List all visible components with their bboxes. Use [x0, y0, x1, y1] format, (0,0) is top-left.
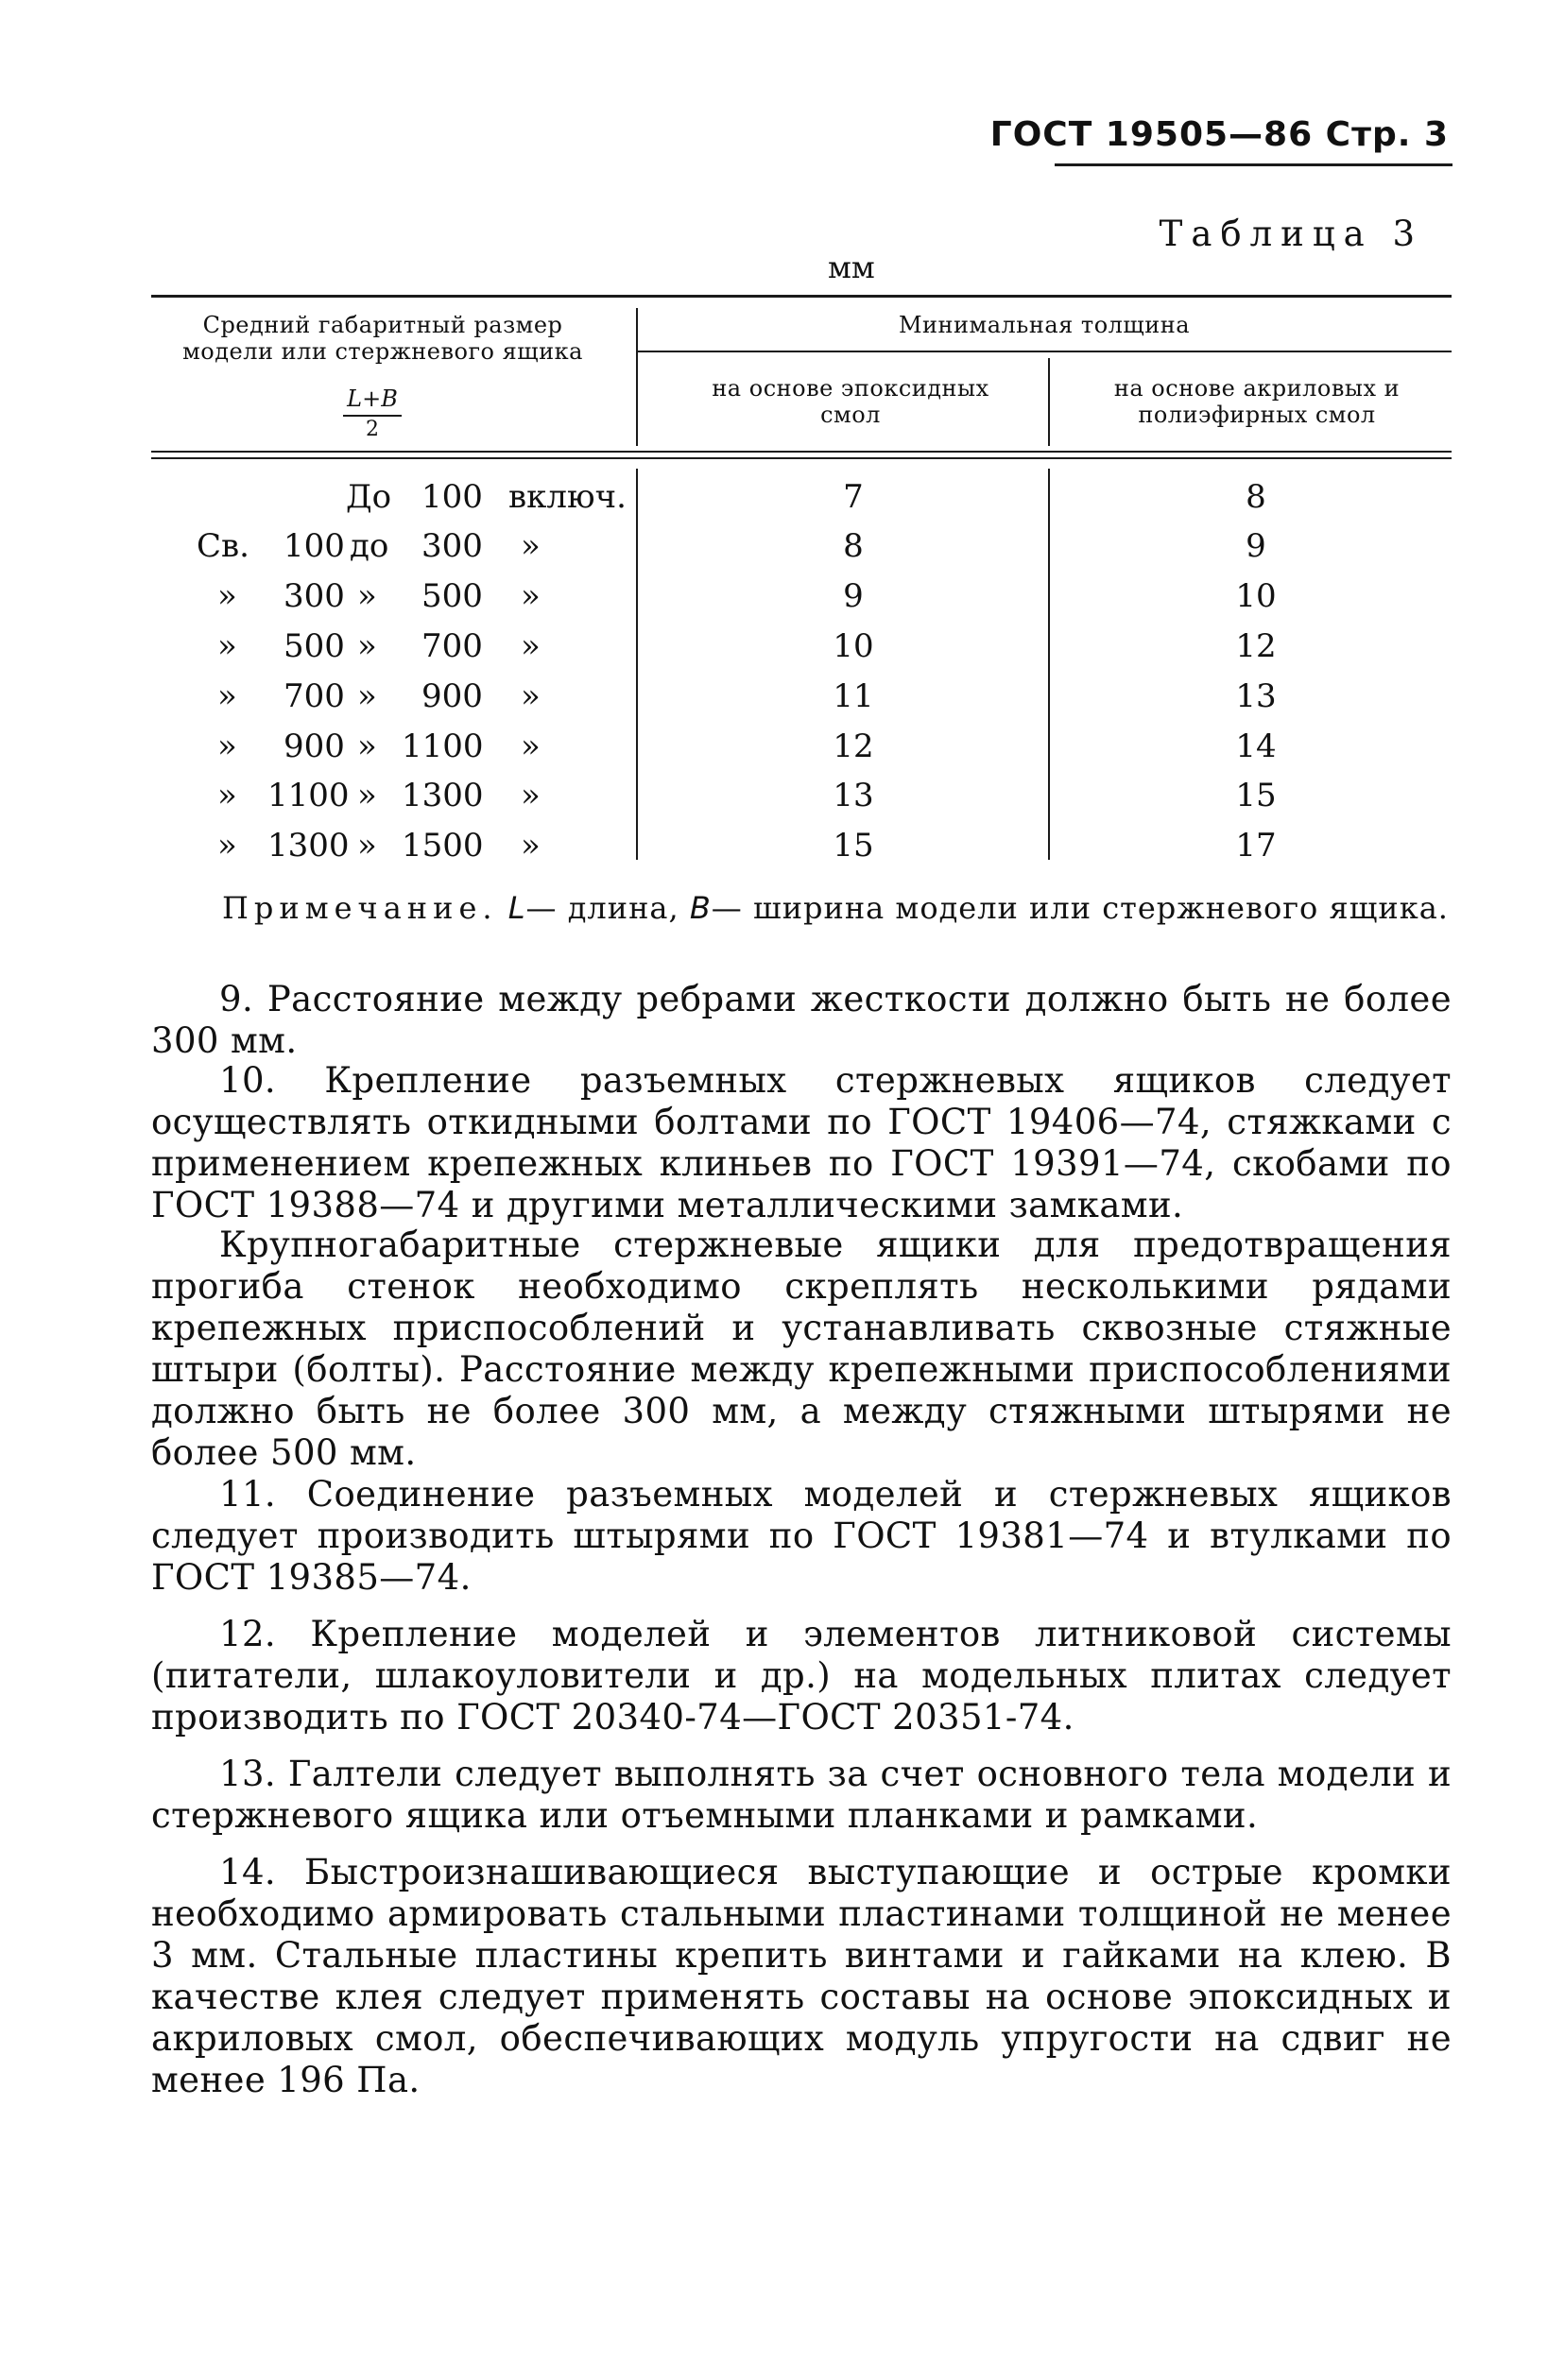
cell-acrylic: 13	[1235, 677, 1277, 715]
row-suffix: »	[521, 677, 541, 715]
row-suffix: »	[521, 827, 541, 865]
row-prefix: »	[217, 728, 237, 765]
row-from: 300	[284, 577, 345, 615]
min-thickness-header: Минимальная толщина	[898, 312, 1190, 338]
table-col-divider-2	[1048, 358, 1050, 446]
row-to: 500	[421, 577, 483, 615]
cell-epoxy: 9	[843, 577, 864, 615]
row-from: До	[346, 478, 392, 516]
row-prefix: »	[217, 627, 237, 665]
row-value: 100	[421, 478, 483, 516]
row-mid: »	[357, 827, 377, 865]
paragraph-12: 12. Крепление моделей и элементов литниковой системы (питатели, шлакоуловители и др.) на модельных плитах следует производить по ГОСТ 20340-74—ГОСТ 20351-74.	[151, 1614, 1452, 1738]
row-to: 300	[421, 527, 483, 565]
cell-acrylic: 14	[1235, 728, 1277, 765]
row-mid: »	[357, 728, 377, 765]
cell-epoxy: 11	[833, 677, 874, 715]
row-to: 700	[421, 627, 483, 665]
table-col-divider-1-body	[636, 469, 638, 860]
row-from: 900	[284, 728, 345, 765]
row-from: 1100	[267, 777, 350, 814]
row-suffix: »	[521, 777, 541, 814]
cell-acrylic: 10	[1235, 577, 1277, 615]
row-to: 900	[421, 677, 483, 715]
group-header-rule	[637, 351, 1452, 352]
paragraph-9: 9. Расстояние между ребрами жесткости должно быть не более 300 мм.	[151, 979, 1452, 1061]
row-from: 100	[284, 527, 345, 565]
paragraph-10-continued: Крупногабаритные стержневые ящики для предотвращения прогиба стенок необходимо скреплять несколькими рядами крепежных приспособлений и устанавливать сквозные стяжные штыри (болты). Расстояние между крепежными приспособлениями должно быть не более 300 мм, а между стяжными штырями не более 500 мм.	[151, 1224, 1452, 1473]
row-mid: »	[357, 777, 377, 814]
row-suffix: »	[521, 728, 541, 765]
cell-epoxy: 12	[833, 728, 874, 765]
row-prefix: »	[217, 577, 237, 615]
cell-acrylic: 12	[1235, 627, 1277, 665]
col-epoxy-header: на основе эпоксидных смол	[712, 375, 989, 428]
row-to: 1500	[402, 827, 484, 865]
table-title: Таблица 3	[1159, 214, 1423, 254]
cell-acrylic: 8	[1246, 478, 1266, 516]
row-suffix: »	[521, 577, 541, 615]
size-formula-bar	[343, 415, 402, 417]
cell-epoxy: 10	[833, 627, 874, 665]
header-bottom-rule-1	[151, 451, 1452, 453]
cell-epoxy: 13	[833, 777, 874, 814]
table-col-divider-2-body	[1048, 469, 1050, 860]
paragraph-11: 11. Соединение разъемных моделей и стержневых ящиков следует производить штырями по ГОСТ 19381—74 и втулками по ГОСТ 19385—74.	[151, 1474, 1452, 1598]
table-unit: мм	[828, 249, 875, 285]
row-mid: до	[350, 527, 389, 565]
table-top-rule	[151, 295, 1452, 298]
cell-epoxy: 8	[843, 527, 864, 565]
row-prefix: »	[217, 827, 237, 865]
row-to: 1100	[402, 728, 484, 765]
row-prefix: Св.	[197, 527, 249, 565]
header-bottom-rule-2	[151, 457, 1452, 459]
size-formula-denominator: 2	[366, 418, 379, 441]
note-label: Примечание.	[222, 890, 498, 926]
cell-epoxy: 7	[843, 478, 864, 516]
note-var-l: L	[507, 890, 526, 926]
paragraph-14: 14. Быстроизнашивающиеся выступающие и острые кромки необходимо армировать стальными пластинами толщиной не менее 3 мм. Стальные пластины крепить винтами и гайками на клею. В качестве клея следует применять составы на основе эпоксидных и акриловых смол, обеспечивающих модуль упругости на сдвиг не менее 196 Па.	[151, 1852, 1452, 2100]
row-suffix: »	[521, 627, 541, 665]
note-text-l: — длина,	[525, 890, 679, 926]
row-mid: »	[357, 577, 377, 615]
cell-acrylic: 9	[1246, 527, 1266, 565]
row-mid: »	[357, 627, 377, 665]
size-formula-numerator: L+B	[347, 385, 398, 412]
paragraph-10: 10. Крепление разъемных стержневых ящиков следует осуществлять откидными болтами по ГОСТ 19406—74, стяжками с применением крепежных клиньев по ГОСТ 19391—74, скобами по ГОСТ 19388—74 и другими металлическими замками.	[151, 1060, 1452, 1225]
row-mid: »	[357, 677, 377, 715]
row-prefix: »	[217, 777, 237, 814]
row-from: 700	[284, 677, 345, 715]
row-from: 500	[284, 627, 345, 665]
cell-epoxy: 15	[833, 827, 874, 865]
row-from: 1300	[267, 827, 350, 865]
cell-acrylic: 15	[1235, 777, 1277, 814]
note-text-b: — ширина модели или стержневого ящика.	[711, 890, 1449, 926]
table-col-divider-1	[636, 308, 638, 446]
row-suffix: »	[521, 527, 541, 565]
row-prefix: »	[217, 677, 237, 715]
cell-acrylic: 17	[1235, 827, 1277, 865]
col-acrylic-header: на основе акриловых и полиэфирных смол	[1113, 375, 1401, 428]
row-suffix: включ.	[508, 478, 627, 516]
page-header: ГОСТ 19505—86 Стр. 3	[989, 115, 1449, 154]
note-var-b: B	[689, 890, 712, 926]
header-rule	[1055, 163, 1452, 166]
col-size-header: Средний габаритный размер модели или стержневого ящика	[182, 312, 583, 365]
paragraph-13: 13. Галтели следует выполнять за счет основного тела модели и стержневого ящика или отъемными планками и рамками.	[151, 1754, 1452, 1836]
row-to: 1300	[402, 777, 484, 814]
table-note	[222, 890, 1449, 926]
